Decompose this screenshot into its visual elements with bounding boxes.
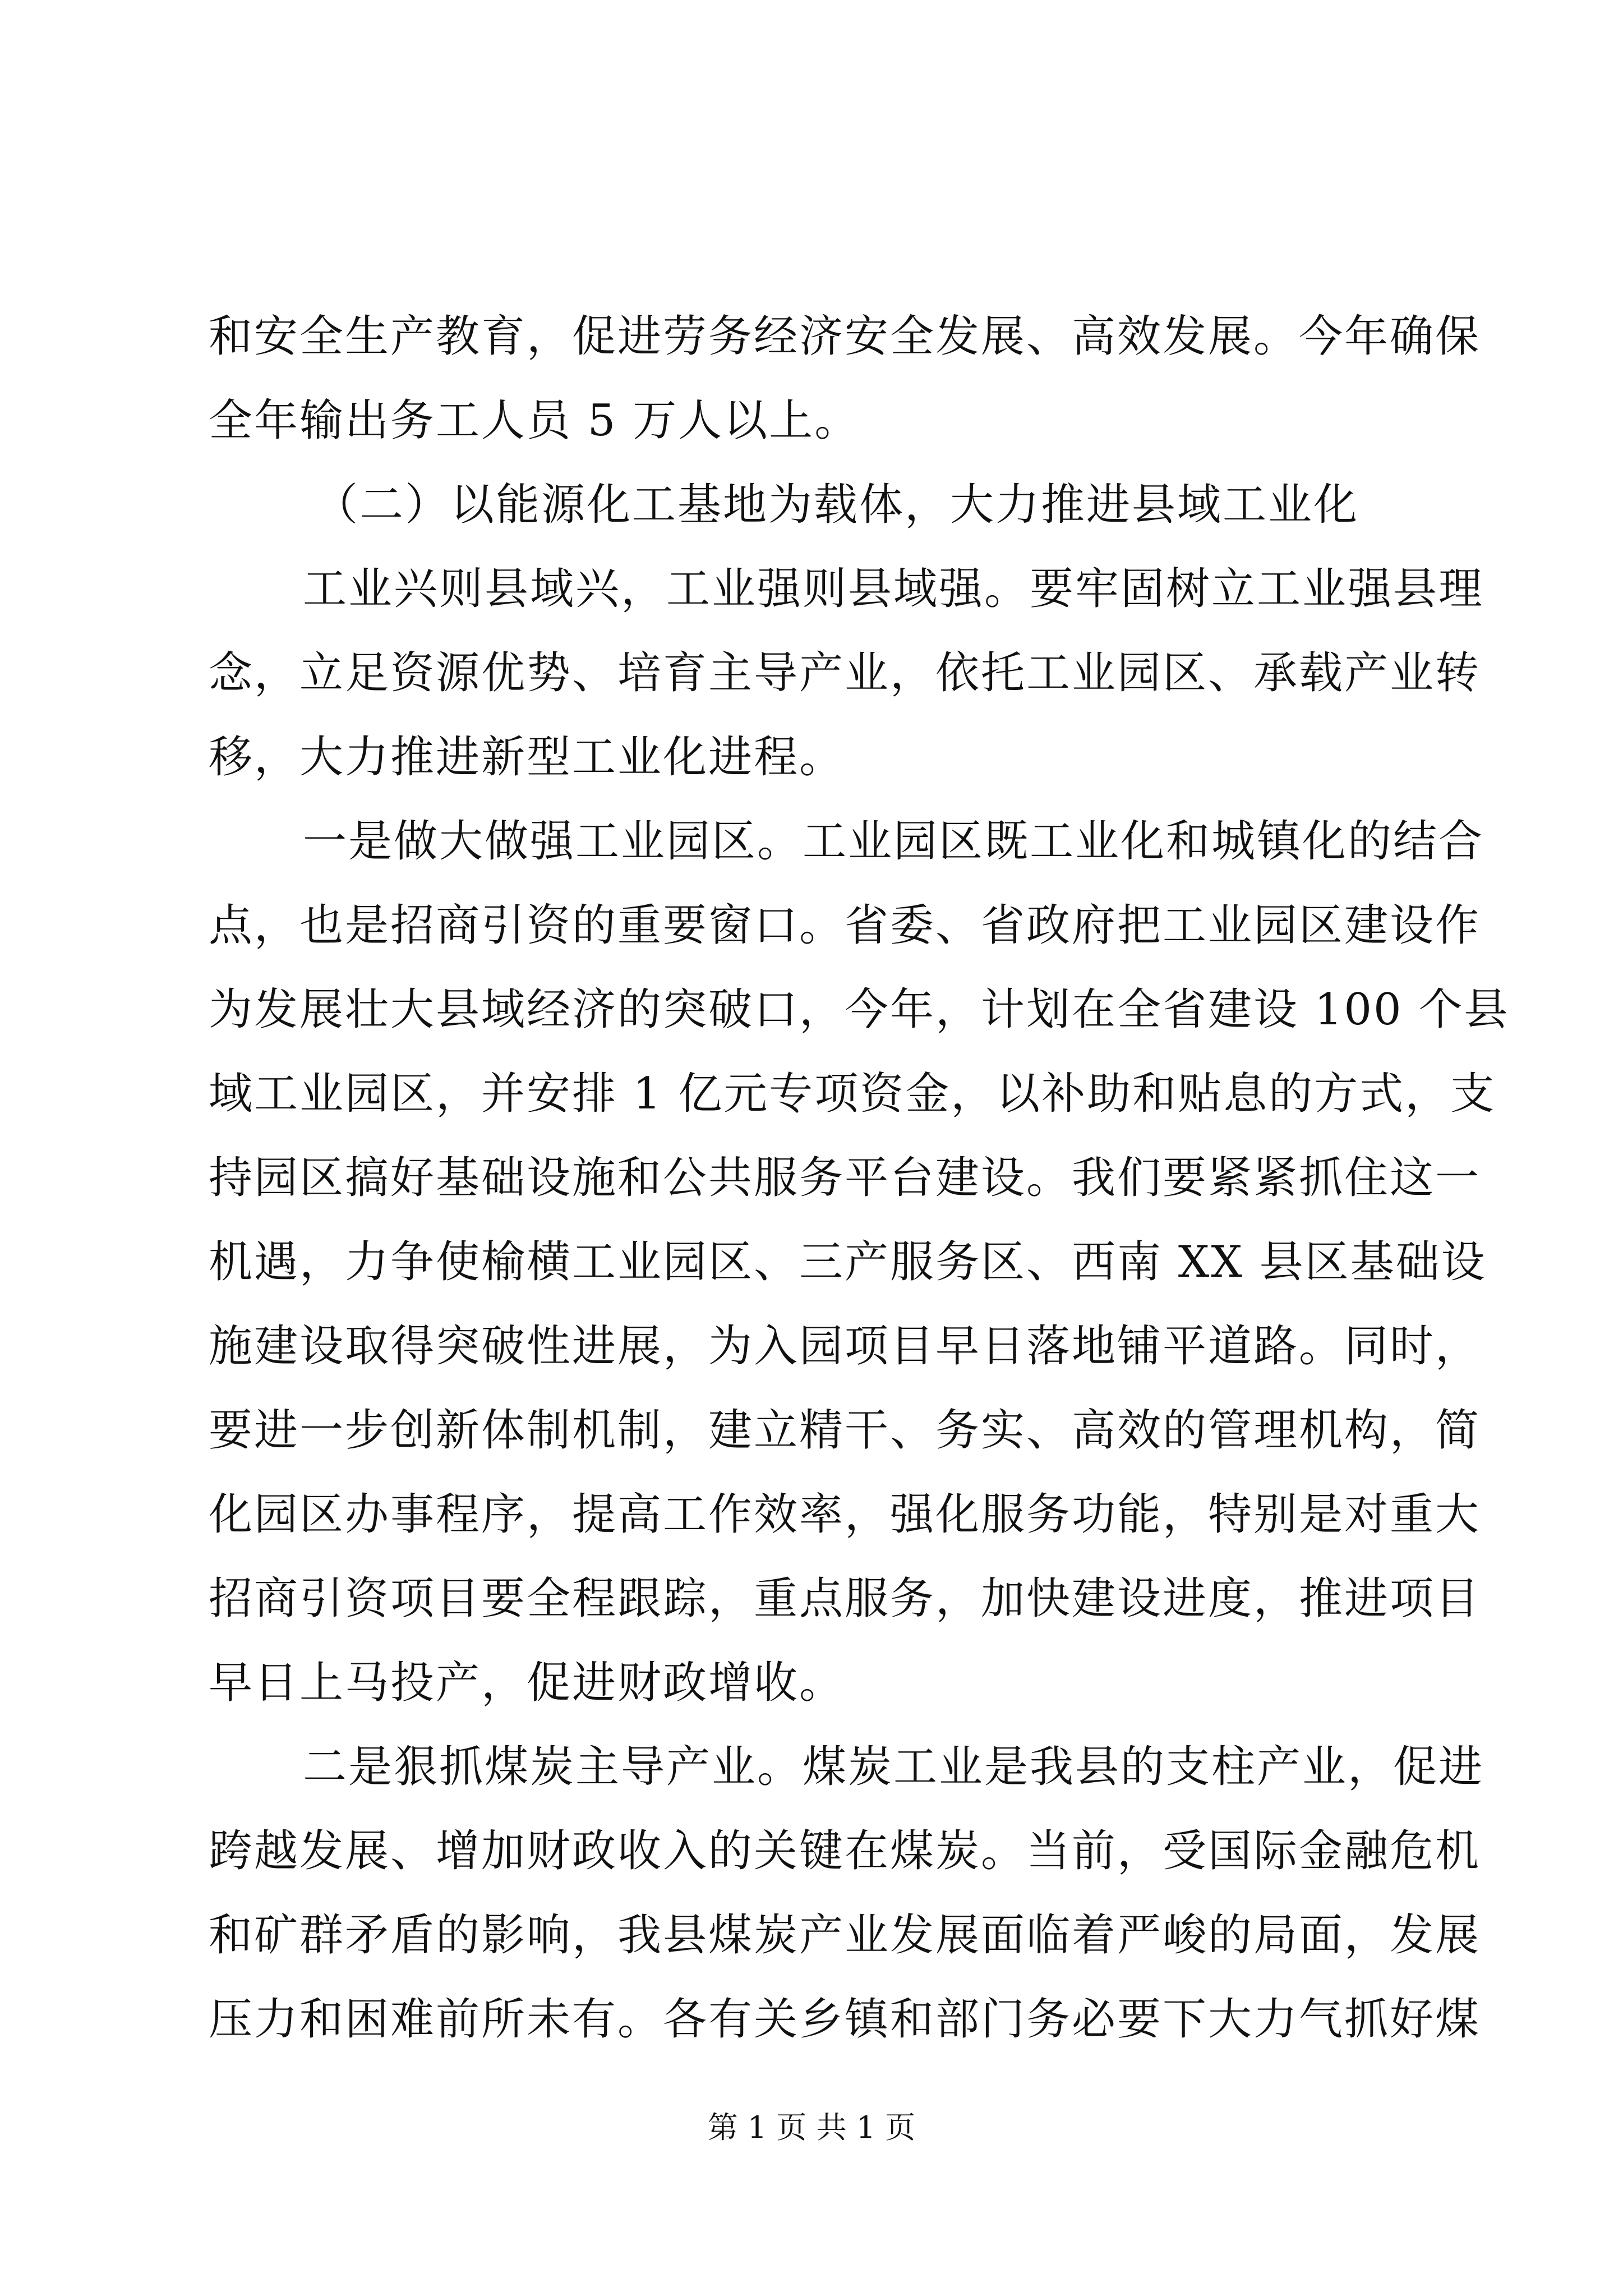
text-line-15: 化园区办事程序，提高工作效率，强化服务功能，特别是对重大 — [209, 1489, 1481, 1540]
text-line-13: 施建设取得突破性进展，为入园项目早日落地铺平道路。同时， — [209, 1321, 1481, 1372]
text-line-12: 机遇，力争使榆横工业园区、三产服务区、西南 XX 县区基础设 — [209, 1237, 1487, 1287]
text-line-17: 早日上马投产，促进财政增收。 — [209, 1658, 845, 1708]
text-line-2: 全年输出务工人员 5 万人以上。 — [209, 395, 860, 446]
text-line-7: 一是做大做强工业园区。工业园区既工业化和城镇化的结合 — [303, 816, 1484, 867]
text-line-4: 工业兴则县域兴，工业强则县域强。要牢固树立工业强县理 — [303, 564, 1484, 614]
section-heading: （二）以能源化工基地为载体，大力推进县域工业化 — [314, 480, 1359, 530]
text-line-5: 念，立足资源优势、培育主导产业，依托工业园区、承载产业转 — [209, 648, 1481, 698]
text-line-9: 为发展壮大县域经济的突破口，今年，计划在全省建设 100 个县 — [209, 984, 1510, 1035]
page-footer: 第 1 页 共 1 页 — [707, 2110, 916, 2145]
text-line-11: 持园区搞好基础设施和公共服务平台建设。我们要紧紧抓住这一 — [209, 1153, 1481, 1203]
text-line-18: 二是狠抓煤炭主导产业。煤炭工业是我县的支柱产业，促进 — [303, 1742, 1484, 1792]
text-line-8: 点，也是招商引资的重要窗口。省委、省政府把工业园区建设作 — [209, 900, 1481, 951]
text-line-21: 压力和困难前所未有。各有关乡镇和部门务必要下大力气抓好煤 — [209, 1994, 1481, 2045]
text-line-19: 跨越发展、增加财政收入的关键在煤炭。当前，受国际金融危机 — [209, 1826, 1481, 1876]
text-line-14: 要进一步创新体制机制，建立精干、务实、高效的管理机构，简 — [209, 1405, 1481, 1456]
text-line-1: 和安全生产教育，促进劳务经济安全发展、高效发展。今年确保 — [209, 311, 1481, 362]
text-line-6: 移，大力推进新型工业化进程。 — [209, 732, 845, 783]
text-line-10: 域工业园区，并安排 1 亿元专项资金，以补助和贴息的方式，支 — [209, 1069, 1496, 1119]
text-line-20: 和矿群矛盾的影响，我县煤炭产业发展面临着严峻的局面，发展 — [209, 1910, 1481, 1961]
text-line-16: 招商引资项目要全程跟踪，重点服务，加快建设进度，推进项目 — [209, 1573, 1481, 1624]
